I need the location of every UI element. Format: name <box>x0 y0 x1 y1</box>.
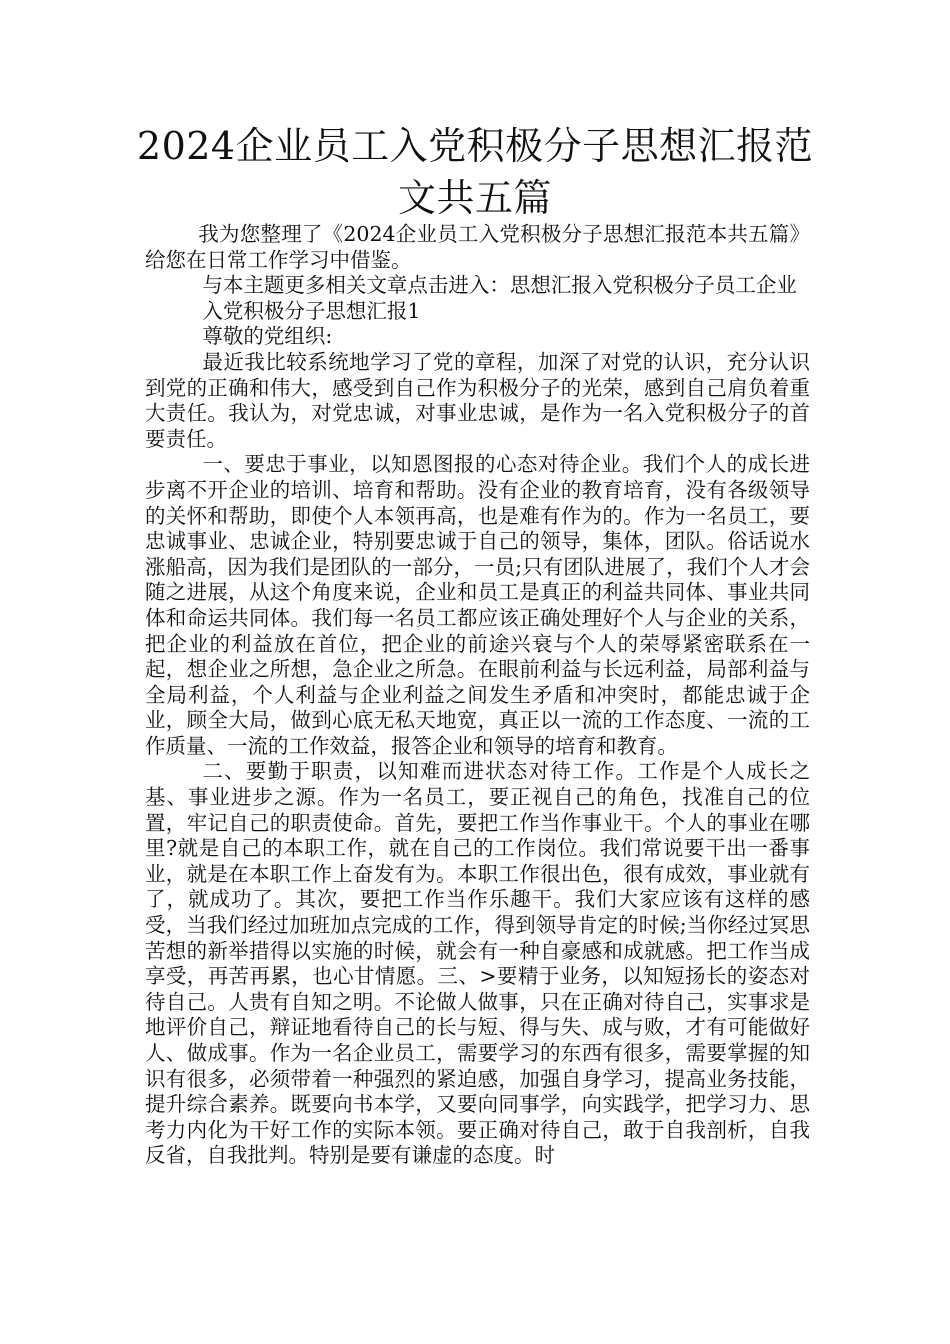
intro-paragraph: 我为您整理了《2024企业员工入党积极分子思想汇报范本共五篇》给您在日常工作学习中借鉴。 <box>145 222 810 272</box>
body-paragraph: 二、要勤于职责，以知难而进状态对待工作。工作是个人成长之基、事业进步之源。作为一名员工，要正视自己的角色，找准自己的位置，牢记自己的职责使命。首先，要把工作当作事业干。个人的事业在哪里?就是自己的本职工作，就在自己的工作岗位。我们常说要干出一番事业，就是在本职工作上奋发有为。本职工作很出色，很有成效，事业就有了，就成功了。其次，要把工作当作乐趣干。我们大家应该有这样的感受，当我们经过加班加点完成的工作，得到领导肯定的时候;当你经过冥思苦想的新举措得以实施的时候，就会有一种自豪感和成就感。把工作当成享受，再苦再累，也心甘情愿。三、>要精于业务，以知短扬长的姿态对待自己。人贵有自知之明。不论做人做事，只在正确对待自己，实事求是地评价自己，辩证地看待自己的长与短、得与失、成与败，才有可能做好人、做成事。作为一名企业员工，需要学习的东西有很多，需要掌握的知识有很多，必须带着一种强烈的紧迫感，加强自身学习，提高业务技能，提升综合素养。既要向书本学，又要向同事学，向实践学，把学习力、思考力内化为干好工作的实际本领。要正确对待自己，敢于自我剖析，自我反省，自我批判。特别是要有谦虚的态度。时 <box>145 759 810 1168</box>
section-heading: 入党积极分子思想汇报1 <box>202 298 421 323</box>
body-paragraph: 一、要忠于事业，以知恩图报的心态对待企业。我们个人的成长进步离不开企业的培训、培育和帮助。没有企业的教育培育，没有各级领导的关怀和帮助，即使个人本领再高，也是难有作为的。作为一名员工，要忠诚事业、忠诚企业，特别要忠诚于自己的领导，集体，团队。俗话说水涨船高，因为我们是团队的一部分，一员;只有团队进展了，我们个人才会随之进展，从这个角度来说，企业和员工是真正的利益共同体、事业共同体和命运共同体。我们每一名员工都应该正确处理好个人与企业的关系，把企业的利益放在首位，把企业的前途兴衰与个人的荣辱紧密联系在一起，想企业之所想，急企业之所急。在眼前利益与长远利益，局部利益与全局利益，个人利益与企业利益之间发生矛盾和冲突时，都能忠诚于企业，顾全大局，做到心底无私天地宽，真正以一流的工作态度、一流的工作质量、一流的工作效益，报答企业和领导的培育和教育。 <box>145 452 810 758</box>
salutation: 尊敬的党组织: <box>202 324 333 349</box>
related-links-paragraph: 与本主题更多相关文章点击进入：思想汇报入党积极分子员工企业 <box>202 273 797 298</box>
document-body <box>145 222 810 1169</box>
body-paragraph: 最近我比较系统地学习了党的章程，加深了对党的认识，充分认识到党的正确和伟大，感受到自己作为积极分子的光荣，感到自己肩负着重大责任。我认为，对党忠诚，对事业忠诚，是作为一名入党积极分子的首要责任。 <box>145 349 810 451</box>
document-title: 2024企业员工入党积极分子思想汇报范文共五篇 <box>136 124 814 220</box>
